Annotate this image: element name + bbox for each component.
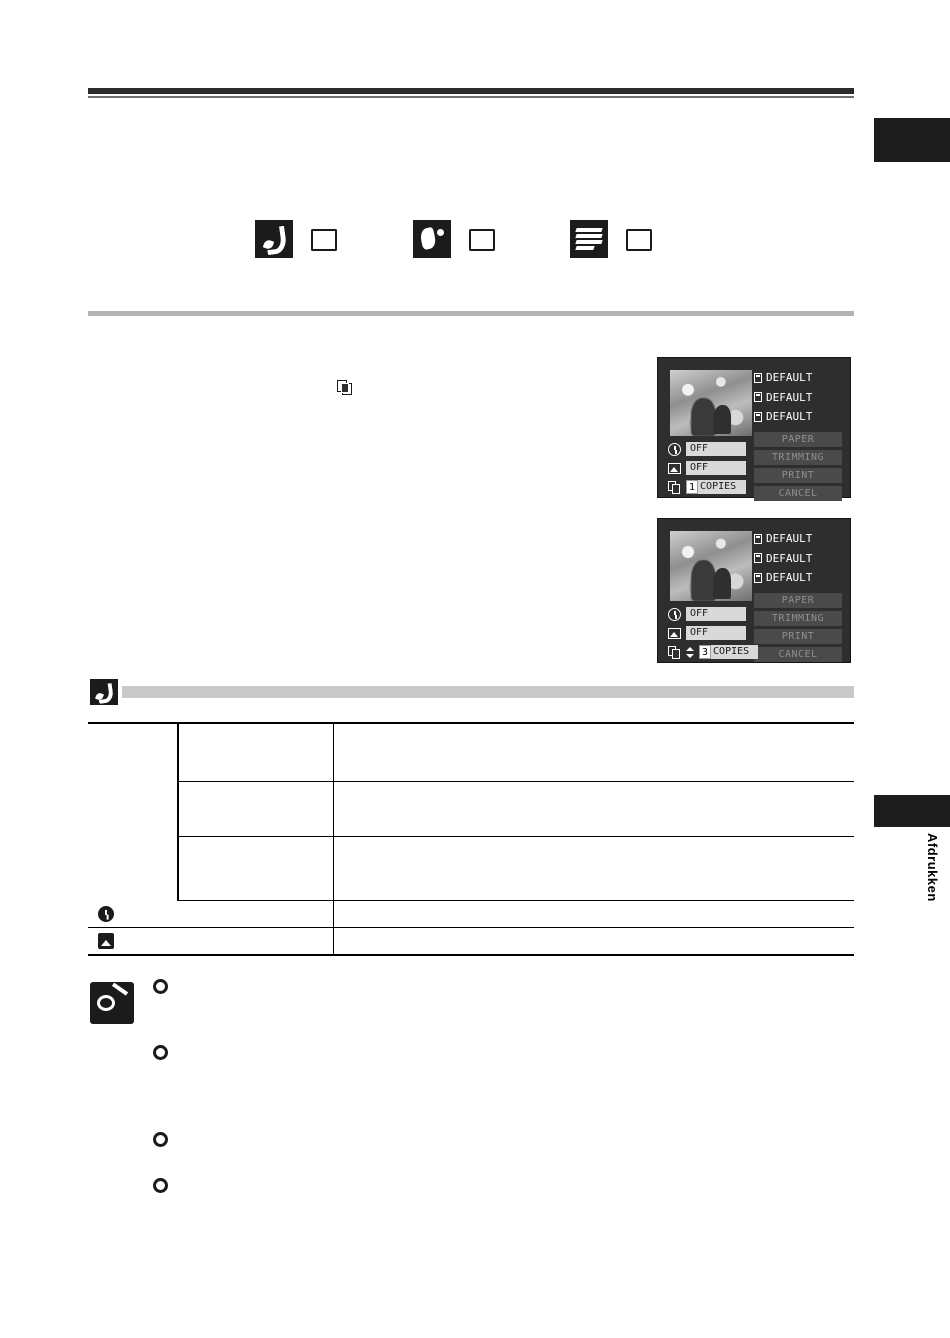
date-value: OFF [686,607,746,621]
setting-value: DEFAULT [766,571,813,584]
image-effect-value: OFF [686,461,746,475]
table-cell-text [334,724,854,734]
cancel-button[interactable]: CANCEL [754,647,842,662]
table-cell-text [334,901,854,911]
table-cell-b [178,724,333,781]
photo-thumbnail [670,370,752,436]
clock-icon [668,608,681,621]
paper-button[interactable]: PAPER [754,432,842,447]
copies-count: 1 [686,480,698,494]
stepper-arrows-icon[interactable] [686,646,694,659]
table-row-date [88,901,854,928]
copies-row[interactable] [668,480,758,494]
print-settings-screen-1-copy [657,357,851,498]
copies-field[interactable] [686,480,746,494]
table-cell-text [334,837,854,847]
note-bullet [153,1132,168,1147]
date-setting-row[interactable] [668,607,758,621]
table-row [178,724,854,782]
note-bullet [153,979,168,994]
copies-field[interactable] [699,645,758,659]
copies-icon-inline [337,380,353,396]
chapter-tab-label: Afdrukken [925,833,940,902]
table-cell-text [179,782,333,792]
table-cell-date-desc [333,901,854,927]
book-icon [311,229,337,249]
chapter-tab-marker-bottom [874,795,950,827]
image-effect-row[interactable] [668,626,758,640]
print-settings-screen-3-copies [657,518,851,663]
image-effect-row[interactable] [668,461,758,475]
trimming-button[interactable]: TRIMMING [754,611,842,626]
table-merged-rows [178,724,854,901]
note-pen-icon [90,982,134,1024]
table-cell-image-desc [333,928,854,954]
table-cell-image-icon [88,928,333,954]
table-merged-block [88,724,854,901]
date-value: OFF [686,442,746,456]
copies-row[interactable] [668,645,758,659]
checklist-icon [570,220,608,258]
section-divider-rule [88,311,854,316]
cancel-button[interactable]: CANCEL [754,486,842,501]
setting-row-3[interactable] [754,407,842,427]
header-rule-thin [88,96,854,98]
table-cell-c [333,782,854,836]
page-icon [754,372,764,384]
setting-row-1[interactable] [754,368,842,388]
section-swoosh-icon [90,679,118,705]
page-icon [754,411,764,423]
camera-dot-icon [413,220,451,258]
image-icon [98,933,114,949]
copies-label: COPIES [713,646,750,657]
table-merged-cell-a [88,724,178,901]
image-effect-value: OFF [686,626,746,640]
table-cell-text [334,928,854,938]
settings-table [88,722,854,956]
left-settings-list [668,442,758,499]
table-cell-b [178,782,333,836]
note-bullet [153,1178,168,1193]
table-cell-date-icon [88,901,333,927]
paper-button[interactable]: PAPER [754,593,842,608]
note-bullet [153,1045,168,1060]
setting-row-2[interactable] [754,388,842,408]
table-cell-c [333,837,854,900]
settings-panel [754,368,842,501]
setting-row-2[interactable] [754,549,842,569]
reference-item-2 [413,220,495,258]
image-icon [668,462,681,475]
trimming-button[interactable]: TRIMMING [754,450,842,465]
print-button[interactable]: PRINT [754,629,842,644]
table-row [178,837,854,901]
book-icon [626,229,652,249]
table-cell-c [333,724,854,781]
setting-value: DEFAULT [766,410,813,423]
chapter-tab-marker-top [874,118,950,162]
clock-icon [668,443,681,456]
reference-item-3 [570,220,652,258]
page-icon [754,552,764,564]
copies-label: COPIES [700,481,737,492]
print-button[interactable]: PRINT [754,468,842,483]
table-cell-text [88,724,177,734]
setting-row-3[interactable] [754,568,842,588]
table-cell-text [334,782,854,792]
copies-count: 3 [699,645,711,659]
book-icon [469,229,495,249]
table-cell-b [178,837,333,900]
reference-icon-row [255,220,775,262]
swoosh-icon [255,220,293,258]
header-rule-thick [88,88,854,94]
setting-value: DEFAULT [766,390,813,404]
setting-value: DEFAULT [766,532,813,545]
page-icon [754,391,764,403]
setting-row-1[interactable] [754,529,842,549]
table-cell-text [179,837,333,847]
table-cell-text [179,724,333,734]
copies-icon [668,481,681,494]
table-row [178,782,854,837]
settings-panel [754,529,842,662]
photo-thumbnail [670,531,752,601]
setting-value: DEFAULT [766,371,813,384]
section-header-bar [122,686,854,698]
page-icon [754,533,764,545]
date-setting-row[interactable] [668,442,758,456]
clock-icon [98,906,114,922]
image-icon [668,627,681,640]
setting-value: DEFAULT [766,551,813,565]
copies-icon [668,646,681,659]
table-row-image [88,928,854,954]
page-icon [754,572,764,584]
reference-item-1 [255,220,337,258]
left-settings-list [668,607,758,664]
